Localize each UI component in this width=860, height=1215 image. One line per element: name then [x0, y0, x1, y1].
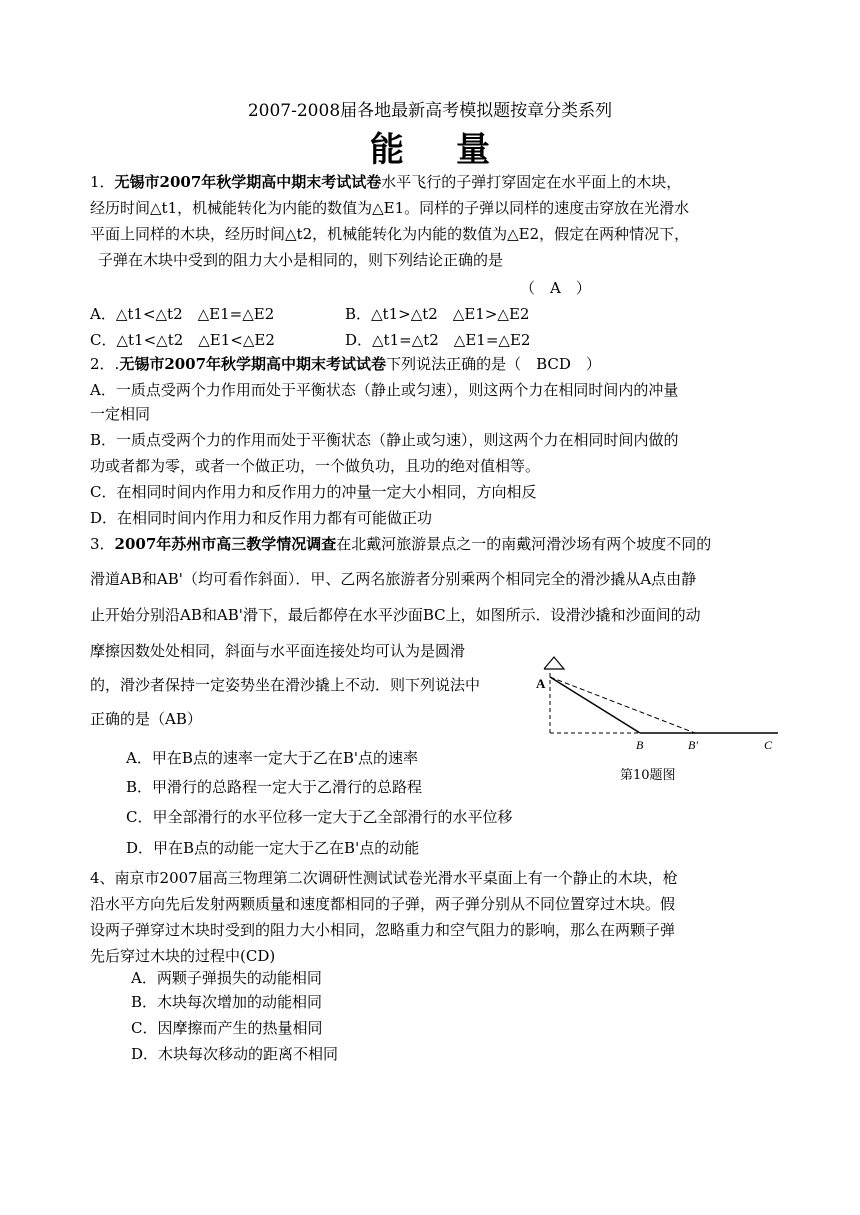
series-title: 2007-2008届各地最新高考模拟题按章分类系列 — [247, 101, 613, 121]
page-title: 能量 — [370, 130, 542, 170]
q1-line-1 — [90, 171, 681, 193]
q4-line-1: 4、南京市2007届高三物理第二次调研性测试试卷光滑水平桌面上有一个静止的木块，枪 — [90, 869, 678, 887]
q1-text-1: 水平飞行的子弹打穿固定在水平面上的木块， — [381, 173, 682, 191]
q3-number: 3． — [90, 535, 115, 553]
q1-option-a: A．△t1<△t2 △E1=△E2 — [90, 305, 275, 323]
q3-option-a: A．甲在B点的速率一定大于乙在B'点的速率 — [126, 749, 419, 767]
q2-source: 无锡市2007年秋学期高中期末考试试卷 — [119, 355, 387, 373]
q3-line-6: 正确的是（AB） — [90, 710, 202, 728]
q1-option-b: B．△t1>△t2 △E1>△E2 — [345, 305, 530, 323]
label-a: A — [536, 676, 546, 691]
q3-option-c: C．甲全部滑行的水平位移一定大于乙全部滑行的水平位移 — [126, 808, 513, 826]
q1-option-d: D．△t1=△t2 △E1=△E2 — [345, 331, 531, 349]
q3-line-2: 滑道AB和AB'（均可看作斜面）．甲、乙两名旅游者分别乘两个相同完全的滑沙撬从A点由静 — [90, 570, 697, 588]
q2-line-1 — [90, 353, 601, 375]
q4-line-2: 沿水平方向先后发射两颗质量和速度都相同的子弹，两子弹分别从不同位置穿过木块。假 — [90, 895, 676, 913]
label-c: C — [764, 738, 773, 752]
flag-icon — [544, 657, 564, 669]
slope-ab — [550, 677, 640, 733]
q4-line-3: 设两子弹穿过木块时受到的阻力大小相同，忽略重力和空气阻力的影响，那么在两颗子弹 — [90, 921, 676, 939]
q1-line-3: 平面上同样的木块，经历时间△t2，机械能转化为内能的数值为△E2，假定在两种情况下， — [90, 225, 690, 243]
q2-option-d: D．在相同时间内作用力和反作用力都有可能做正功 — [90, 509, 433, 527]
q4-line-4: 先后穿过木块的过程中(CD) — [90, 947, 276, 965]
q2-option-b-1: B．一质点受两个力的作用而处于平衡状态（静止或匀速），则这两个力在相同时间内做的 — [90, 431, 679, 449]
q1-answer: （ A ） — [520, 279, 591, 297]
q2-stem: 下列说法正确的是（ BCD ） — [386, 355, 601, 373]
q1-option-c: C．△t1<△t2 △E1<△E2 — [90, 331, 275, 349]
q2-option-c: C．在相同时间内作用力和反作用力的冲量一定大小相同，方向相反 — [90, 483, 537, 501]
q2-option-a-2: 一定相同 — [90, 405, 151, 423]
slide-figure — [530, 655, 780, 760]
q1-line-2: 经历时间△t1，机械能转化为内能的数值为△E1。同样的子弹以同样的速度击穿放在光滑水 — [90, 199, 690, 217]
q3-line-4: 摩擦因数处处相同，斜面与水平面连接处均可认为是圆滑 — [90, 642, 466, 660]
q2-number: 2．. — [90, 355, 120, 373]
q4-option-a: A．两颗子弹损失的动能相同 — [131, 969, 322, 987]
q3-line-5: 的，滑沙者保持一定姿势坐在滑沙撬上不动．则下列说法中 — [90, 676, 481, 694]
slope-ab-prime — [550, 677, 695, 733]
q3-source: 2007年苏州市高三教学情况调查 — [114, 535, 337, 553]
q3-text-1: 在北戴河旅游景点之一的南戴河滑沙场有两个坡度不同的 — [336, 535, 712, 553]
q1-line-4: 子弹在木块中受到的阻力大小是相同的，则下列结论正确的是 — [98, 251, 504, 269]
q3-option-d: D．甲在B点的动能一定大于乙在B'点的动能 — [126, 839, 420, 857]
label-b: B — [636, 738, 644, 752]
q4-option-c: C．因摩擦而产生的热量相同 — [131, 1019, 323, 1037]
label-b-prime: B' — [688, 738, 698, 752]
q2-option-a-1: A．一质点受两个力作用而处于平衡状态（静止或匀速），则这两个力在相同时间内的冲量 — [90, 381, 679, 399]
q3-option-b: B．甲滑行的总路程一定大于乙滑行的总路程 — [126, 778, 423, 796]
q3-line-3: 止开始分别沿AB和AB'滑下，最后都停在水平沙面BC上，如图所示．设滑沙撬和沙面间的动 — [90, 606, 701, 624]
figure-caption: 第10题图 — [620, 768, 676, 783]
q1-number: 1． — [90, 173, 115, 191]
q4-option-d: D．木块每次移动的距离不相同 — [131, 1045, 339, 1063]
q3-line-1 — [90, 533, 711, 555]
q4-option-b: B．木块每次增加的动能相同 — [131, 993, 323, 1011]
q2-option-b-2: 功或者都为零，或者一个做正功，一个做负功，且功的绝对值相等。 — [90, 457, 541, 475]
q1-source: 无锡市2007年秋学期高中期末考试试卷 — [114, 173, 382, 191]
